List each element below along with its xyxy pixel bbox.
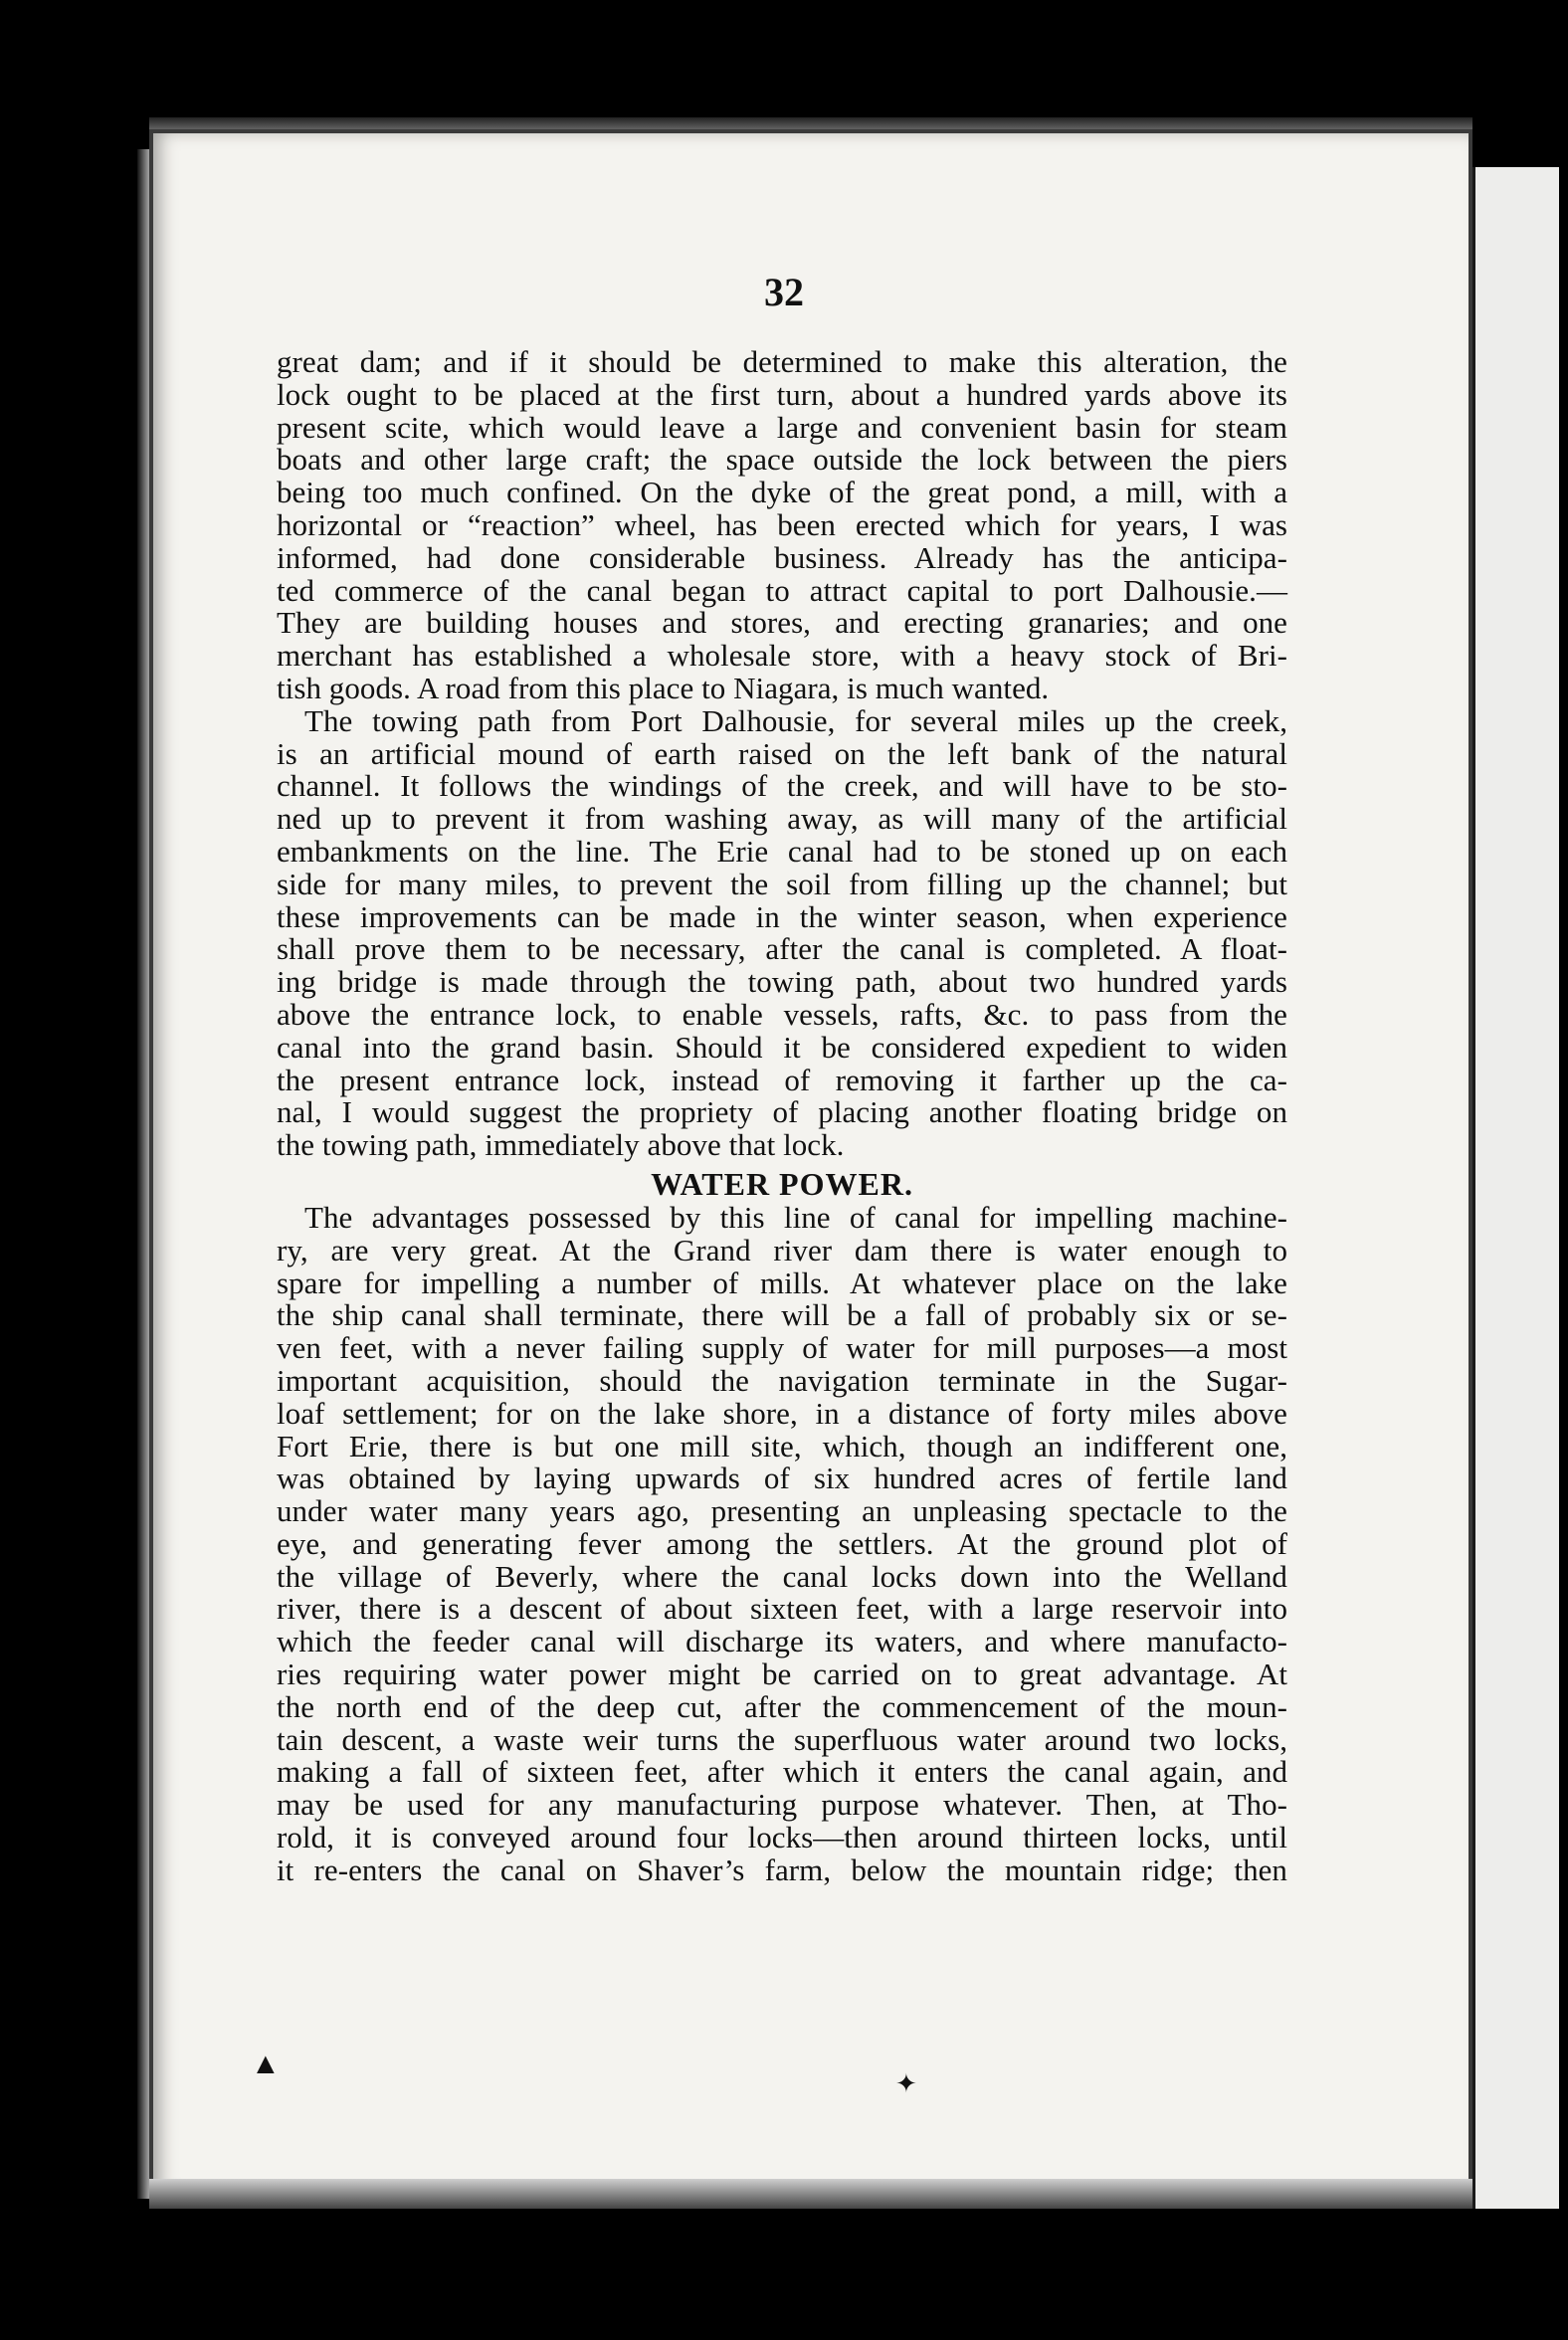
text-line: ing bridge is made through the towing path, about two hundred yards	[277, 964, 1287, 1000]
text-line: present scite, which would leave a large and convenient basin for steam	[277, 409, 1287, 445]
text-line: ry, are very great. At the Grand river dam there is water enough to	[277, 1232, 1287, 1268]
text-line: The advantages possessed by this line of canal for impelling machine-	[304, 1199, 1287, 1235]
paragraph-2	[277, 702, 1287, 1163]
text-line: may be used for any manufacturing purpose whatever. Then, at Tho-	[277, 1787, 1287, 1823]
text-line: merchant has established a wholesale store, with a heavy stock of Bri-	[277, 638, 1287, 674]
text-line: the village of Beverly, where the canal locks down into the Welland	[277, 1558, 1287, 1594]
text-line: these improvements can be made in the winter season, when experience	[277, 898, 1287, 934]
page-number: 32	[764, 270, 804, 314]
text-line: rold, it is conveyed around four locks—then around thirteen locks, until	[277, 1820, 1287, 1855]
text-line: the ship canal shall terminate, there will be a fall of probably six or se-	[277, 1297, 1287, 1333]
text-line: the towing path, immediately above that lock.	[277, 1127, 845, 1163]
text-line: lock ought to be placed at the first turn, about a hundred yards above its	[277, 376, 1287, 412]
text-line: being too much confined. On the dyke of the great pond, a mill, with a	[277, 475, 1287, 510]
text-line: making a fall of sixteen feet, after which it enters the canal again, and	[277, 1754, 1287, 1790]
text-line: The towing path from Port Dalhousie, for several miles up the creek,	[304, 702, 1287, 738]
paragraph-3	[277, 1199, 1287, 1887]
text-line: great dam; and if it should be determined to make this alteration, the	[277, 344, 1287, 379]
text-line: the present entrance lock, instead of removing it farther up the ca-	[277, 1062, 1287, 1097]
text-line: above the entrance lock, to enable vessels, rafts, &c. to pass from the	[277, 996, 1287, 1032]
text-line: side for many miles, to prevent the soil from filling up the channel; but	[277, 866, 1287, 901]
text-line: under water many years ago, presenting an unpleasing spectacle to the	[277, 1493, 1287, 1529]
text-line: channel. It follows the windings of the creek, and will have to be sto-	[277, 768, 1287, 804]
text-line: tish goods. A road from this place to Niagara, is much wanted.	[277, 670, 1050, 705]
next-page-edge	[1461, 167, 1559, 2209]
text-line: canal into the grand basin. Should it be considered expedient to widen	[277, 1029, 1287, 1065]
text-line: was obtained by laying upwards of six hundred acres of fertile land	[277, 1461, 1287, 1496]
section-heading: WATER POWER.	[651, 1165, 913, 1202]
text-line: which the feeder canal will discharge its waters, and where manufacto-	[277, 1624, 1287, 1659]
text-line: horizontal or “reaction” wheel, has been erected which for years, I was	[277, 506, 1287, 542]
ink-speck: ▲	[251, 2048, 281, 2080]
text-line: ted commerce of the canal began to attract capital to port Dalhousie.—	[277, 572, 1287, 608]
text-line: ries requiring water power might be carried on to great advantage. At	[277, 1657, 1287, 1692]
text-line: it re-enters the canal on Shaver’s farm, below the mountain ridge; then	[277, 1852, 1287, 1887]
ink-speck: ✦	[895, 2069, 917, 2098]
paragraph-1	[277, 346, 1287, 705]
text-line: is an artificial mound of earth raised on the left bank of the natural	[277, 735, 1287, 771]
text-line: the north end of the deep cut, after the commencement of the moun-	[277, 1688, 1287, 1724]
text-line: nal, I would suggest the propriety of placing another floating bridge on	[277, 1094, 1287, 1130]
text-line: They are building houses and stores, and erecting granaries; and one	[277, 605, 1287, 641]
text-line: informed, had done considerable business. Already has the anticipa-	[277, 539, 1287, 575]
text-line: boats and other large craft; the space outside the lock between the piers	[277, 442, 1287, 478]
text-line: loaf settlement; for on the lake shore, in a distance of forty miles above	[277, 1395, 1287, 1431]
text-line: important acquisition, should the navigation terminate in the Sugar-	[277, 1362, 1287, 1398]
text-line: ven feet, with a never failing supply of water for mill purposes—a most	[277, 1330, 1287, 1366]
text-line: shall prove them to be necessary, after the canal is completed. A float-	[277, 931, 1287, 967]
text-line: embankments on the line. The Erie canal had to be stoned up on each	[277, 833, 1287, 869]
text-line: Fort Erie, there is but one mill site, which, though an indifferent one,	[277, 1428, 1287, 1463]
text-line: ned up to prevent it from washing away, as will many of the artificial	[277, 801, 1287, 837]
page-edge-bottom	[149, 2179, 1472, 2209]
text-line: tain descent, a waste weir turns the superfluous water around two locks,	[277, 1721, 1287, 1757]
text-line: river, there is a descent of about sixteen feet, with a large reservoir into	[277, 1591, 1287, 1627]
page-text	[277, 346, 1287, 1887]
text-line: spare for impelling a number of mills. At whatever place on the lake	[277, 1265, 1287, 1300]
text-line: eye, and generating fever among the settlers. At the ground plot of	[277, 1525, 1287, 1561]
